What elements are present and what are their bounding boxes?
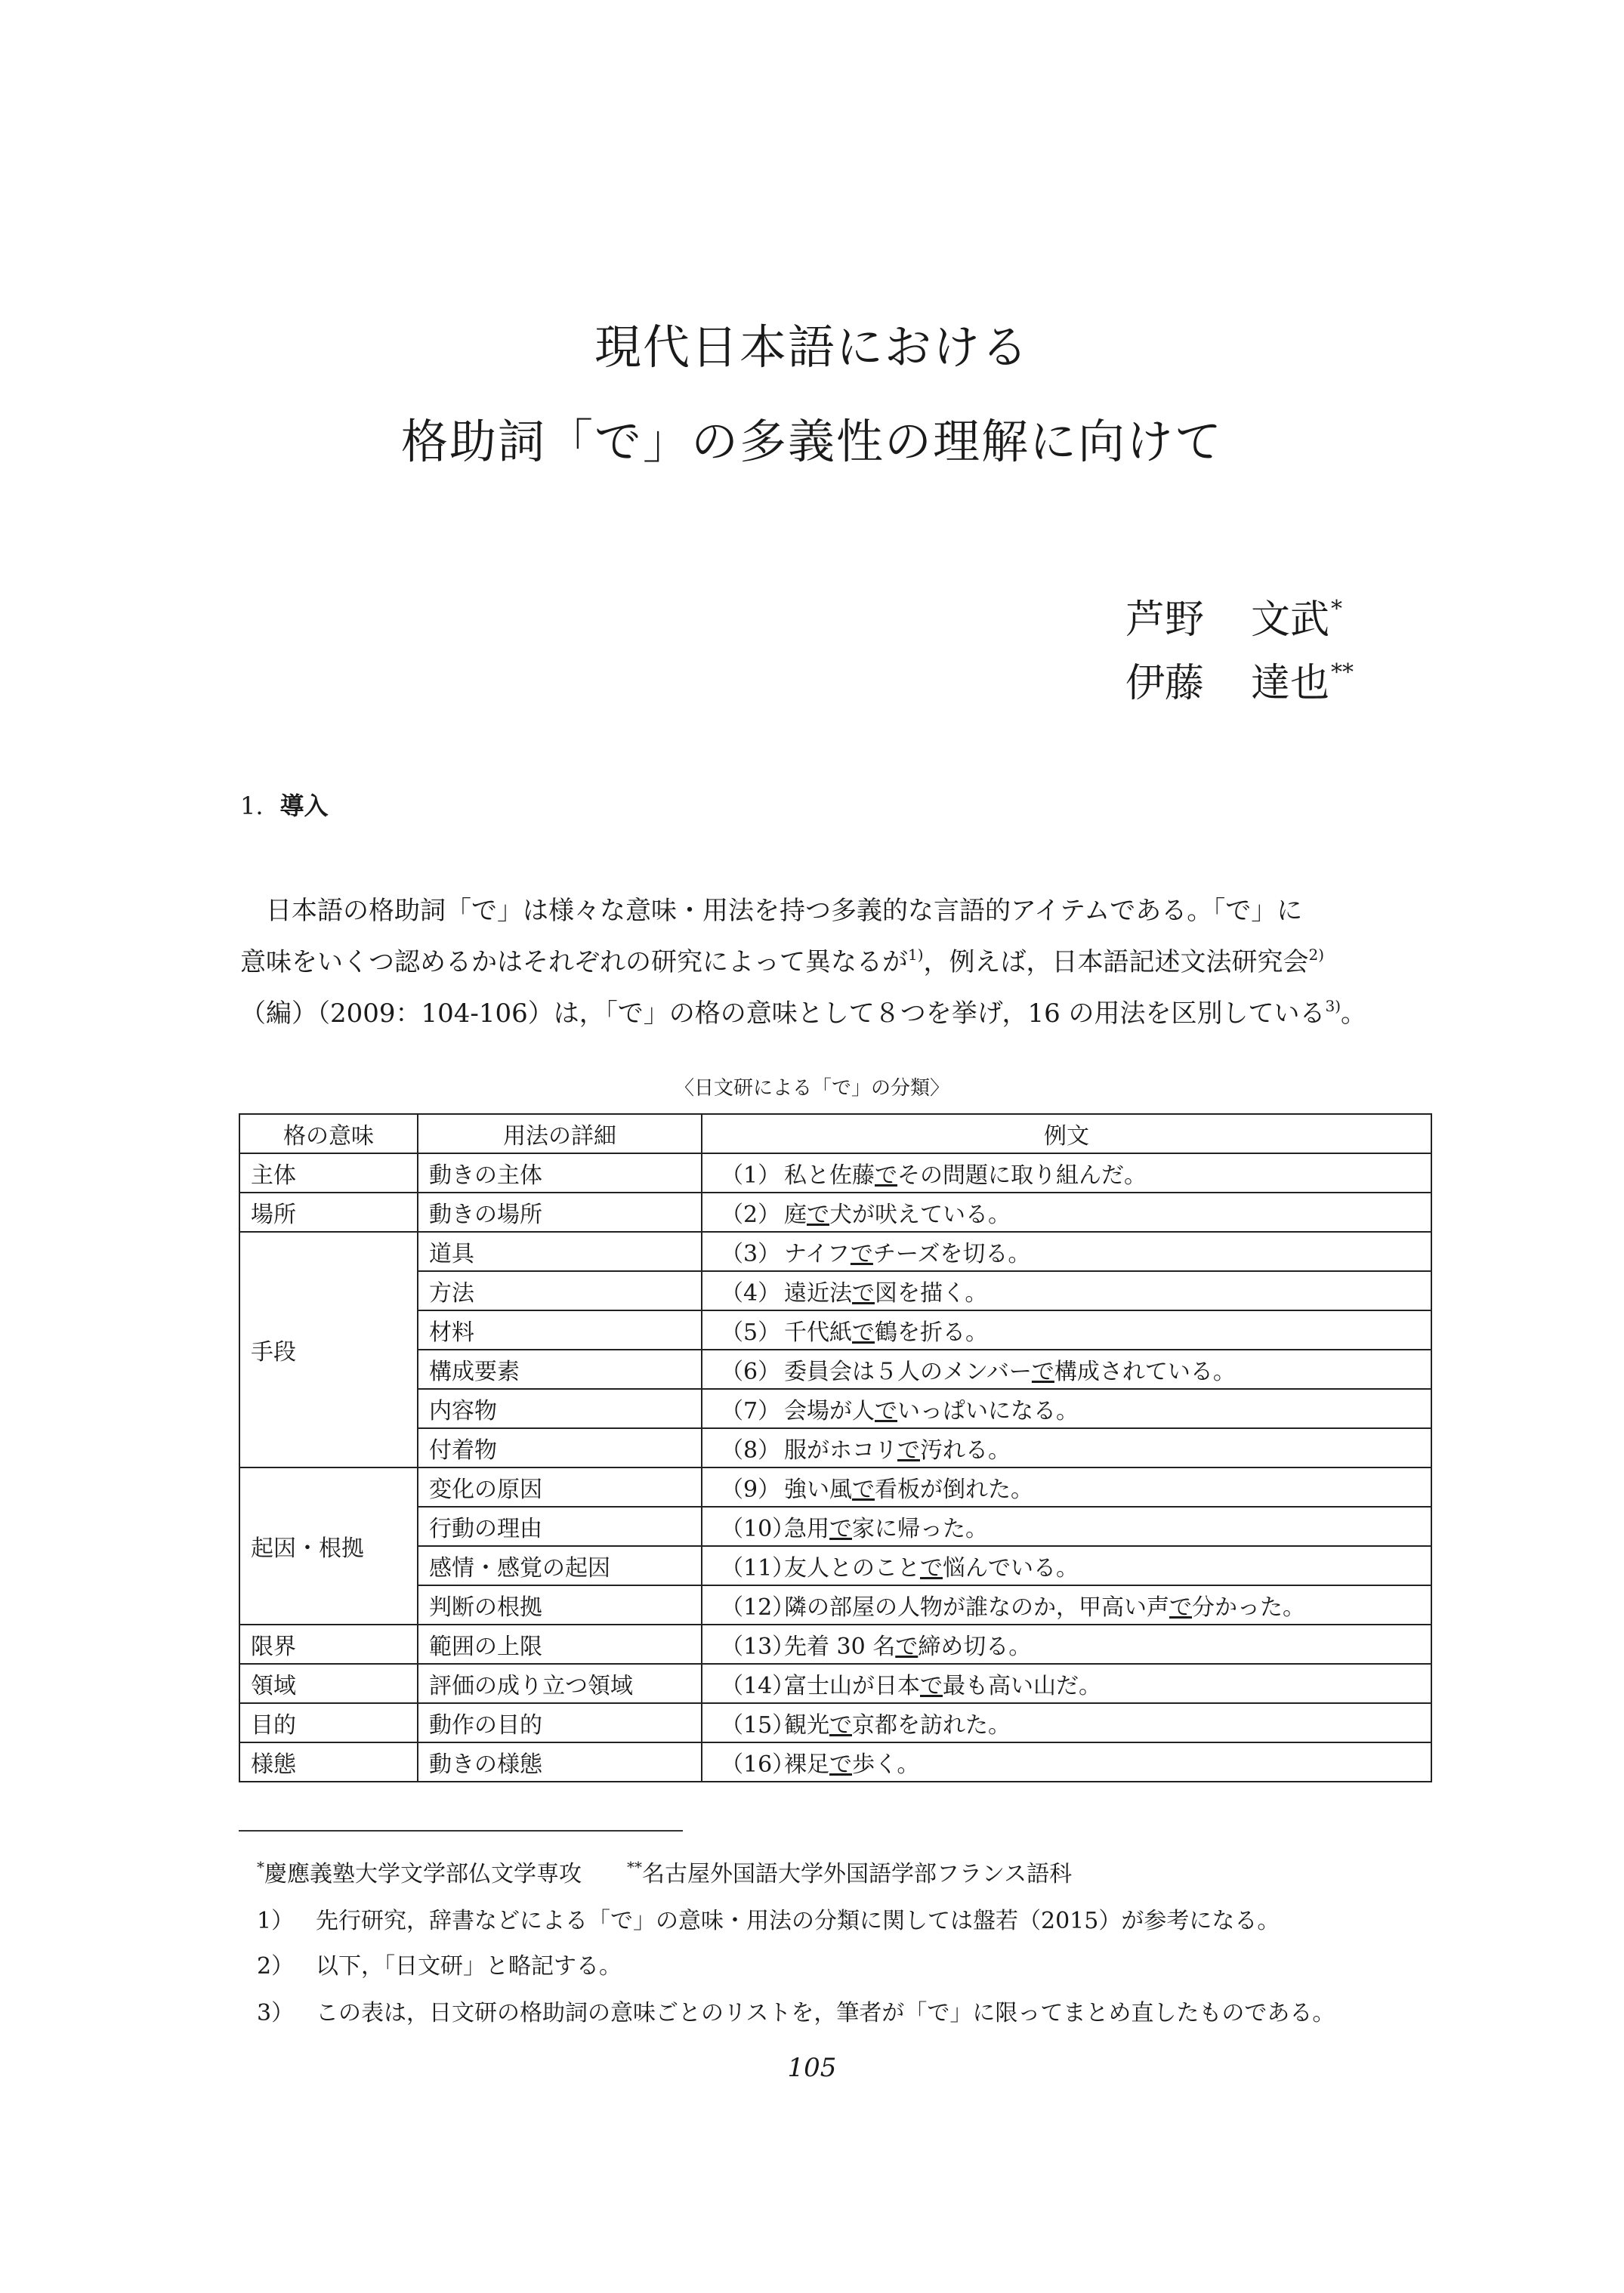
table-row <box>239 1310 1431 1350</box>
example-text: チーズを切る。 <box>872 1241 1031 1267</box>
example-number: （2） <box>721 1202 781 1228</box>
particle-de: で <box>850 1241 873 1267</box>
cell-usage: 感情・感覚の起因 <box>418 1546 702 1585</box>
author-given-name: 達也 <box>1251 661 1330 706</box>
cell-example <box>702 1193 1431 1232</box>
example-number: （16） <box>721 1751 795 1778</box>
example-text: 会場が人 <box>784 1398 875 1424</box>
example-number: （13） <box>721 1634 795 1660</box>
paper-title-line1: 現代日本語における <box>594 319 1030 375</box>
footnote-3 <box>257 1994 1335 2027</box>
footnote-number: 3） <box>257 2000 295 2026</box>
example-number: （4） <box>721 1280 781 1307</box>
example-text: 汚れる。 <box>920 1437 1011 1464</box>
intro-text: 。 <box>1341 998 1367 1029</box>
particle-de: で <box>875 1162 897 1189</box>
author-given-name: 文武 <box>1251 597 1330 643</box>
example-text: ナイフ <box>784 1241 851 1267</box>
affiliation-1: 慶應義塾大学文学部仏文学専攻 <box>264 1861 582 1887</box>
particle-de: で <box>920 1555 943 1582</box>
example-text: 観光 <box>784 1712 829 1739</box>
cell-usage: 動作の目的 <box>418 1703 702 1742</box>
table-row <box>239 1664 1431 1703</box>
particle-de: で <box>897 1437 920 1464</box>
particle-de: で <box>829 1712 852 1739</box>
section-heading <box>240 787 329 822</box>
cell-usage: 判断の根拠 <box>418 1585 702 1625</box>
cell-usage: 材料 <box>418 1310 702 1350</box>
cell-meaning: 領域 <box>239 1664 418 1703</box>
cell-example <box>702 1742 1431 1782</box>
example-number: （15） <box>721 1712 795 1739</box>
table-row <box>239 1625 1431 1664</box>
example-text: 家に帰った。 <box>852 1516 988 1542</box>
table-row <box>239 1232 1431 1271</box>
example-text: 遠近法 <box>784 1280 852 1307</box>
particle-de: で <box>807 1202 829 1228</box>
example-text: 急用 <box>784 1516 829 1542</box>
footnote-1 <box>257 1902 1280 1935</box>
example-text: 裸足 <box>784 1751 829 1778</box>
example-text: 悩んでいる。 <box>943 1555 1079 1582</box>
cell-usage: 構成要素 <box>418 1350 702 1389</box>
cell-meaning: 限界 <box>239 1625 418 1664</box>
cell-usage: 方法 <box>418 1271 702 1310</box>
affiliation-mark: ** <box>627 1858 642 1876</box>
intro-line-2 <box>240 941 1432 978</box>
column-header-usage: 用法の詳細 <box>418 1114 702 1153</box>
example-number: （12） <box>721 1594 795 1621</box>
table-row <box>239 1742 1431 1782</box>
example-number: （11） <box>721 1555 795 1582</box>
section-number: 1. <box>240 792 264 820</box>
affiliations <box>257 1855 1072 1888</box>
particle-de: で <box>829 1516 852 1542</box>
cell-example <box>702 1467 1431 1507</box>
intro-line-3 <box>240 992 1432 1029</box>
classification-table <box>239 1113 1432 1782</box>
particle-de: で <box>895 1634 919 1660</box>
particle-de: で <box>852 1477 875 1503</box>
example-number: （7） <box>721 1398 781 1424</box>
table-row <box>239 1585 1431 1625</box>
cell-usage: 変化の原因 <box>418 1467 702 1507</box>
example-number: （14） <box>721 1673 795 1699</box>
example-number: （1） <box>721 1162 781 1189</box>
table-row <box>239 1350 1431 1389</box>
table-row <box>239 1153 1431 1193</box>
author-1 <box>1125 588 1342 644</box>
intro-text: 意味をいくつ認めるかはそれぞれの研究によって異なるが <box>240 947 908 977</box>
table-caption: 〈日文研による「で」の分類〉 <box>674 1077 949 1100</box>
affiliation-mark: ** <box>1331 659 1354 686</box>
particle-de: で <box>852 1280 875 1307</box>
example-text: 図を描く。 <box>875 1280 988 1307</box>
example-text: いっぱいになる。 <box>897 1398 1079 1424</box>
table-row <box>239 1428 1431 1467</box>
cell-meaning: 場所 <box>239 1193 418 1232</box>
example-text: 鶴を折る。 <box>875 1319 988 1346</box>
table-row <box>239 1507 1431 1546</box>
particle-de: で <box>1031 1359 1054 1385</box>
cell-example <box>702 1703 1431 1742</box>
table-body <box>239 1153 1431 1782</box>
table-header-row <box>239 1114 1431 1153</box>
particle-de: で <box>875 1398 897 1424</box>
page-number: 105 <box>787 2053 837 2083</box>
cell-example <box>702 1232 1431 1271</box>
footnote-number: 2） <box>257 1953 295 1980</box>
cell-meaning: 主体 <box>239 1153 418 1193</box>
example-text: 服がホコリ <box>784 1437 897 1464</box>
cell-example <box>702 1585 1431 1625</box>
footnote-2 <box>257 1947 622 1980</box>
intro-text: ，例えば，日本語記述文法研究会 <box>923 947 1309 977</box>
footnote-ref[interactable]: 1) <box>908 946 924 964</box>
particle-de: で <box>1169 1594 1192 1621</box>
affiliation-mark: * <box>257 1858 264 1876</box>
particle-de: で <box>920 1673 943 1699</box>
intro-text: 日本語の格助詞「で」は様々な意味・用法を持つ多義的な言語的アイテムである。「で」に <box>266 896 1303 926</box>
table-row <box>239 1546 1431 1585</box>
cell-meaning: 手段 <box>239 1232 418 1467</box>
cell-example <box>702 1153 1431 1193</box>
example-text: 歩く。 <box>852 1751 920 1778</box>
cell-example <box>702 1625 1431 1664</box>
example-number: （9） <box>721 1477 781 1503</box>
cell-usage: 内容物 <box>418 1389 702 1428</box>
affiliation-2: 名古屋外国語大学外国語学部フランス語科 <box>642 1861 1073 1887</box>
author-family-name: 芦野 <box>1125 597 1205 643</box>
particle-de: で <box>829 1751 852 1778</box>
cell-meaning: 目的 <box>239 1703 418 1742</box>
cell-meaning: 起因・根拠 <box>239 1467 418 1625</box>
footnote-ref[interactable]: 2) <box>1308 946 1325 964</box>
cell-usage: 動きの様態 <box>418 1742 702 1782</box>
cell-example <box>702 1271 1431 1310</box>
example-text: その問題に取り組んだ。 <box>897 1162 1147 1189</box>
cell-example <box>702 1350 1431 1389</box>
table-row <box>239 1703 1431 1742</box>
cell-usage: 付着物 <box>418 1428 702 1467</box>
example-text: 庭 <box>784 1202 807 1228</box>
footnote-divider <box>239 1830 683 1832</box>
example-text: 強い風 <box>784 1477 852 1503</box>
section-title: 導入 <box>279 792 329 820</box>
particle-de: で <box>852 1319 875 1346</box>
table-row <box>239 1389 1431 1428</box>
footnote-text: この表は，日文研の格助詞の意味ごとのリストを，筆者が「で」に限ってまとめ直したものである。 <box>316 2000 1335 2026</box>
example-text: 犬が吠えている。 <box>829 1202 1011 1228</box>
author-family-name: 伊藤 <box>1125 661 1205 706</box>
column-header-example: 例文 <box>702 1114 1431 1153</box>
table-row <box>239 1193 1431 1232</box>
cell-example <box>702 1664 1431 1703</box>
paper-title-line2: 格助詞「で」の多義性の理解に向けて <box>400 414 1223 469</box>
example-text: 構成されている。 <box>1054 1359 1236 1385</box>
cell-example <box>702 1546 1431 1585</box>
author-2 <box>1125 651 1354 708</box>
footnote-ref[interactable]: 3) <box>1325 997 1341 1015</box>
table-row <box>239 1271 1431 1310</box>
footnote-text: 先行研究，辞書などによる「で」の意味・用法の分類に関しては盤若（2015）が参考になる。 <box>316 1908 1280 1934</box>
cell-usage: 動きの場所 <box>418 1193 702 1232</box>
footnote-text: 以下，「日文研」と略記する。 <box>316 1953 622 1980</box>
cell-example <box>702 1389 1431 1428</box>
example-text: 委員会は５人のメンバー <box>784 1359 1032 1385</box>
table-row <box>239 1467 1431 1507</box>
example-number: （10） <box>721 1516 795 1542</box>
example-text: 京都を訪れた。 <box>852 1712 1011 1739</box>
cell-usage: 行動の理由 <box>418 1507 702 1546</box>
example-text: 看板が倒れた。 <box>875 1477 1033 1503</box>
cell-usage: 評価の成り立つ領域 <box>418 1664 702 1703</box>
example-number: （6） <box>721 1359 781 1385</box>
cell-example <box>702 1428 1431 1467</box>
cell-usage: 道具 <box>418 1232 702 1271</box>
example-text: 最も高い山だ。 <box>943 1673 1101 1699</box>
cell-example <box>702 1310 1431 1350</box>
cell-usage: 動きの主体 <box>418 1153 702 1193</box>
cell-usage: 範囲の上限 <box>418 1625 702 1664</box>
intro-text: （編）（2009：104-106）は，「で」の格の意味として８つを挙げ，16 の用法を区別している <box>240 998 1326 1029</box>
affiliation-mark: * <box>1331 596 1343 622</box>
example-text: 先着 30 名 <box>784 1634 896 1660</box>
cell-example <box>702 1507 1431 1546</box>
example-text: 締め切る。 <box>918 1634 1032 1660</box>
example-number: （5） <box>721 1319 781 1346</box>
column-header-meaning: 格の意味 <box>239 1114 418 1153</box>
example-number: （8） <box>721 1437 781 1464</box>
example-text: 富士山が日本 <box>784 1673 920 1699</box>
example-text: 私と佐藤 <box>784 1162 875 1189</box>
cell-meaning: 様態 <box>239 1742 418 1782</box>
example-text: 隣の部屋の人物が誰なのか，甲高い声 <box>784 1594 1169 1621</box>
footnote-number: 1） <box>257 1908 295 1934</box>
example-number: （3） <box>721 1241 781 1267</box>
example-text: 千代紙 <box>784 1319 852 1346</box>
intro-line-1 <box>240 890 1432 927</box>
example-text: 分かった。 <box>1192 1594 1305 1621</box>
example-text: 友人とのこと <box>784 1555 920 1582</box>
